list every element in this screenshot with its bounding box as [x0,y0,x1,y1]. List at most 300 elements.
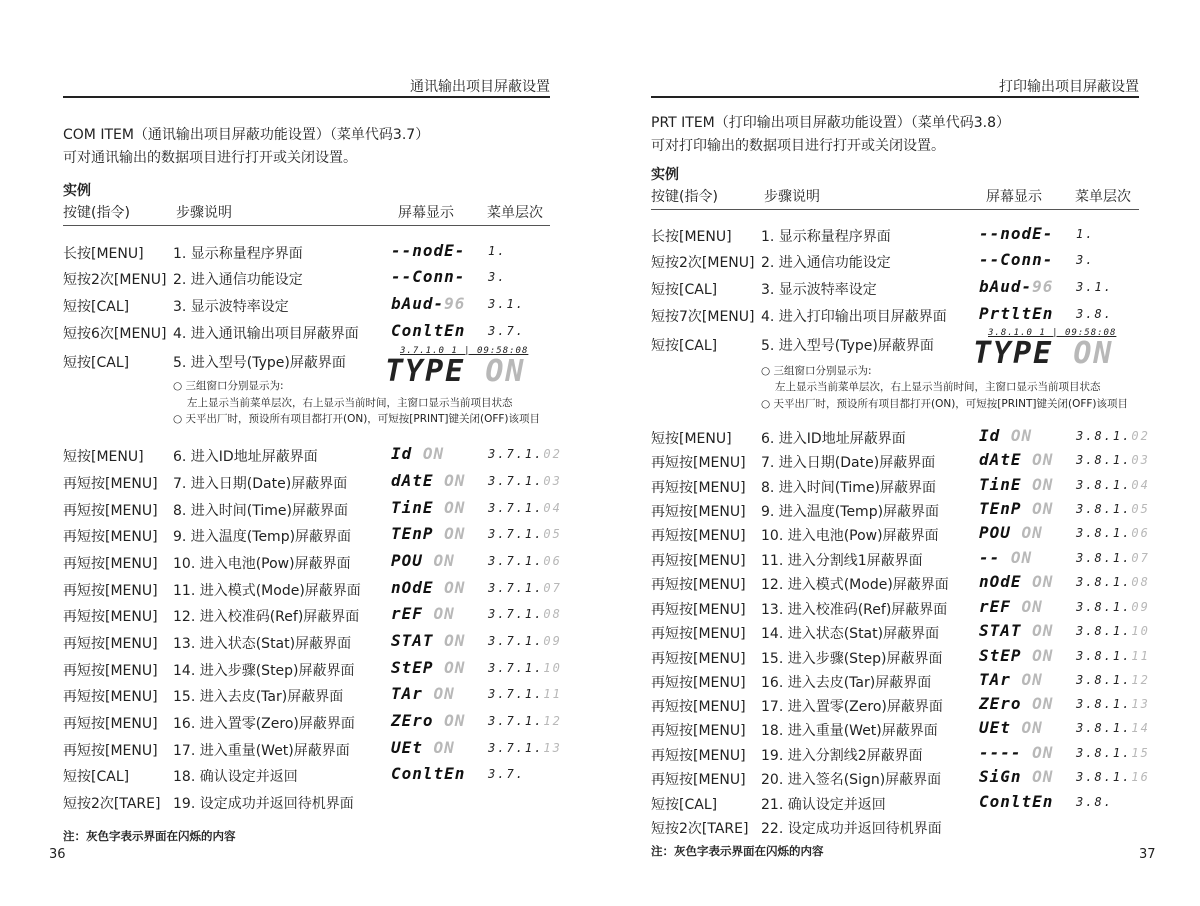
row-key: 再短按[MENU] [63,636,158,652]
row-display [979,304,1053,323]
example-label: 实例 [651,167,679,183]
row-display-blink: ON [1010,548,1033,567]
right-page [651,0,1156,906]
col-menu: 菜单层次 [1075,189,1131,205]
row-menu-level [1076,453,1150,467]
row-display-blink: ON [433,551,455,570]
row-key: 再短按[MENU] [651,504,746,520]
row-display-blink: ON [433,604,455,623]
table-row [63,498,562,522]
row-menu-main: 3.8. [1076,795,1113,809]
row-step: 8. 进入时间(Time)屏蔽界面 [173,503,348,519]
row-display-main: Id [979,426,1011,445]
table-row [63,524,562,548]
row-display [391,578,465,597]
row-menu-level [1076,526,1150,540]
row-display-main: -- [979,548,1011,567]
row-display [391,444,444,463]
section-description: 可对通讯输出的数据项目进行打开或关闭设置。 [63,150,357,166]
row-display-main: POU [979,523,1022,542]
row-step: 14. 进入步骤(Step)屏蔽界面 [173,663,355,679]
row-key: 再短按[MENU] [63,583,158,599]
footnote: 注：灰色字表示界面在闪烁的内容 [651,844,824,858]
type-display [973,328,1116,370]
row-menu-blink: 09 [543,634,562,648]
row-key: 短按2次[TARE] [63,796,161,812]
row-menu-level [1076,697,1150,711]
row-step: 5. 进入型号(Type)屏蔽界面 [173,355,346,371]
row-key: 短按[CAL] [651,797,718,813]
row-display-blink: ON [444,578,466,597]
row-menu-main: 3.8.1. [1076,721,1132,735]
row-display-blink: ON [433,684,455,703]
row-display-blink: ON [444,658,466,677]
row-menu-level [488,270,506,284]
row-key: 短按7次[MENU] [651,309,755,325]
table-row [63,551,562,575]
row-step: 7. 进入日期(Date)屏蔽界面 [761,455,936,471]
row-menu-level [1076,746,1150,760]
row-menu-blink: 08 [1131,575,1150,589]
type-display-state: ON [485,354,526,389]
row-key: 短按[CAL] [63,299,130,315]
row-display-main: --nodE- [391,241,466,260]
row-display-blink: ON [1010,426,1033,445]
row-display-blink: ON [444,524,466,543]
table-rule [63,225,550,226]
row-display-main: POU [391,551,434,570]
row-menu-blink: 14 [1131,721,1150,735]
col-menu: 菜单层次 [487,205,543,221]
section-title: COM ITEM（通讯输出项目屏蔽功能设置）（菜单代码3.7） [63,127,430,143]
row-menu-level [1076,624,1150,638]
row-key: 短按2次[TARE] [651,821,749,837]
row-key: 短按[CAL] [63,769,130,785]
section-title: PRT ITEM（打印输出项目屏蔽功能设置）（菜单代码3.8） [651,115,1011,131]
row-display-main: TinE [979,475,1033,494]
row-menu-level [1076,721,1150,735]
table-row [651,226,1139,248]
row-display-blink: ON [1032,767,1054,786]
row-menu-blink: 13 [543,741,562,755]
row-display-main: TinE [391,498,445,517]
row-step: 10. 进入电池(Pow)屏蔽界面 [761,528,939,544]
row-key: 再短按[MENU] [651,528,746,544]
row-menu-blink: 06 [1131,526,1150,540]
row-menu-blink: 07 [543,581,562,595]
row-step: 19. 进入分割线2屏蔽界面 [761,748,923,764]
row-menu-main: 3.8.1. [1076,478,1132,492]
table-row [63,243,550,265]
row-step: 5. 进入型号(Type)屏蔽界面 [761,338,934,354]
row-key: 短按[CAL] [63,355,130,371]
row-menu-level [488,634,562,648]
note-3: ○ 天平出厂时，预设所有项目都打开(ON)，可短按[PRINT]键关闭(OFF)该项目 [761,398,1129,410]
row-step: 3. 显示波特率设定 [173,299,289,315]
row-key: 再短按[MENU] [651,675,746,691]
row-step: 1. 显示称量程序界面 [761,229,891,245]
row-step: 20. 进入签名(Sign)屏蔽界面 [761,772,942,788]
row-menu-main: 3.7.1. [488,634,544,648]
section-description: 可对打印输出的数据项目进行打开或关闭设置。 [651,138,945,154]
row-step: 19. 设定成功并返回待机界面 [173,796,354,812]
note-3: ○ 天平出厂时，预设所有项目都打开(ON)，可短按[PRINT]键关闭(OFF)该项目 [173,413,541,425]
table-row [651,670,1150,694]
row-menu-blink: 03 [1131,453,1150,467]
table-row [651,548,1150,572]
col-display: 屏幕显示 [986,189,1042,205]
type-display-state: ON [1073,336,1114,371]
row-display-blink: ON [1021,523,1043,542]
row-display-main: nOdE [979,572,1033,591]
row-menu-blink: 06 [543,554,562,568]
row-menu-blink: 02 [543,447,562,461]
row-step: 18. 确认设定并返回 [173,769,298,785]
row-menu-main: 3.8.1. [1076,502,1132,516]
row-display-main: STAT [391,631,445,650]
row-display-main: ConltEn [391,764,466,783]
row-key: 短按[CAL] [651,338,718,354]
row-display-main: ConltEn [391,321,466,340]
row-menu-main: 3. [488,270,507,284]
row-step: 2. 进入通信功能设定 [761,255,891,271]
row-menu-level [1076,770,1150,784]
row-menu-main: 1. [488,244,507,258]
table-row [651,794,1139,816]
table-row [651,743,1150,767]
row-step: 17. 进入重量(Wet)屏蔽界面 [173,743,350,759]
left-page [49,0,562,906]
table-row [651,621,1150,645]
row-key: 再短按[MENU] [651,748,746,764]
row-display [391,631,465,650]
row-menu-main: 3.7.1. [488,501,544,515]
row-key: 再短按[MENU] [651,772,746,788]
row-key: 再短按[MENU] [651,577,746,593]
row-display-blink: ON [1032,475,1054,494]
page-number: 37 [1139,847,1156,862]
col-step: 步骤说明 [764,189,820,205]
row-step: 14. 进入状态(Stat)屏蔽界面 [761,626,940,642]
row-key: 再短按[MENU] [63,556,158,572]
row-display [979,250,1053,269]
table-row [63,444,562,468]
col-key: 按键(指令) [651,189,718,205]
row-menu-level [488,474,562,488]
row-menu-blink: 11 [543,687,562,701]
row-display-main: UEt [391,738,434,757]
row-display-blink: ON [444,631,466,650]
row-key: 再短按[MENU] [651,651,746,667]
row-key: 短按[MENU] [651,431,732,447]
row-menu-main: 3.8.1. [1076,697,1132,711]
row-menu-level [488,687,562,701]
row-display [979,572,1053,591]
row-display-main: --Conn- [391,267,466,286]
row-step: 2. 进入通信功能设定 [173,272,303,288]
row-menu-level [488,527,562,541]
table-row [651,767,1150,791]
footnote: 注：灰色字表示界面在闪烁的内容 [63,829,236,843]
row-display-blink: ON [444,471,466,490]
row-menu-main: 3.8.1. [1076,575,1132,589]
row-key: 再短按[MENU] [63,689,158,705]
column-headers [651,186,1139,206]
row-menu-blink: 11 [1131,649,1150,663]
row-menu-level [1076,673,1150,687]
row-display-main: --Conn- [979,250,1054,269]
row-key: 再短按[MENU] [63,529,158,545]
row-menu-main: 3.8.1. [1076,770,1132,784]
table-row [651,279,1139,301]
row-key: 短按[MENU] [63,449,144,465]
row-menu-blink: 09 [1131,600,1150,614]
type-display-status: 3.7.1.0 1 | 09:58:08 [400,346,529,356]
row-menu-blink: 15 [1131,746,1150,760]
row-display [979,224,1053,243]
table-row [651,499,1150,523]
row-display [391,684,455,703]
row-step: 7. 进入日期(Date)屏蔽界面 [173,476,348,492]
row-menu-level [488,741,562,755]
row-menu-level [488,554,562,568]
row-key: 再短按[MENU] [651,602,746,618]
row-menu-level [488,297,525,311]
row-display [979,523,1043,542]
row-display [391,738,455,757]
row-step: 9. 进入温度(Temp)屏蔽界面 [761,504,940,520]
row-display-main: SiGn [979,767,1033,786]
row-key: 再短按[MENU] [651,723,746,739]
row-menu-main: 3.7.1. [488,447,544,461]
row-display-blink: ON [444,711,466,730]
row-display-main: --nodE- [979,224,1054,243]
row-step: 11. 进入模式(Mode)屏蔽界面 [173,583,361,599]
row-menu-level [488,714,562,728]
row-menu-blink: 02 [1131,429,1150,443]
row-menu-level [488,447,562,461]
row-display-blink: 96 [444,294,466,313]
table-row [63,658,562,682]
row-display-main: StEP [979,646,1033,665]
row-step: 15. 进入步骤(Step)屏蔽界面 [761,651,943,667]
row-key: 短按2次[MENU] [63,272,167,288]
col-step: 步骤说明 [176,205,232,221]
note-1: ○ 三组窗口分别显示为: [173,380,284,392]
type-display-status: 3.8.1.0 1 | 09:58:08 [988,328,1117,338]
row-step: 10. 进入电池(Pow)屏蔽界面 [173,556,351,572]
row-step: 16. 进入置零(Zero)屏蔽界面 [173,716,355,732]
table-row [651,523,1150,547]
row-display-main: ZEro [391,711,445,730]
row-display [979,548,1032,567]
row-display-main: StEP [391,658,445,677]
row-display-main: ---- [979,743,1033,762]
note-1: ○ 三组窗口分别显示为: [761,365,872,377]
table-row [651,252,1139,274]
row-display [391,604,455,623]
row-step: 11. 进入分割线1屏蔽界面 [761,553,923,569]
table-row [63,604,562,628]
row-display-main: rEF [979,597,1022,616]
row-display [979,694,1053,713]
row-step: 1. 显示称量程序界面 [173,246,303,262]
row-key: 长按[MENU] [651,229,732,245]
type-display-main: TYPE [385,354,466,389]
row-display-main: nOdE [391,578,445,597]
row-display-blink: ON [1021,670,1043,689]
row-menu-main: 3.7.1. [488,687,544,701]
row-menu-level [1076,795,1113,809]
page-number: 36 [49,847,66,862]
row-menu-main: 3.1. [1076,280,1113,294]
row-key: 再短按[MENU] [651,699,746,715]
row-display [391,711,465,730]
table-row [651,597,1150,621]
table-row [63,471,562,495]
row-display-blink: ON [1032,743,1054,762]
row-menu-main: 3.8.1. [1076,624,1132,638]
row-menu-blink: 04 [543,501,562,515]
row-display-blink: ON [433,738,455,757]
row-display-blink: ON [1032,572,1054,591]
row-menu-level [488,244,506,258]
table-row [651,718,1150,742]
row-display-blink: ON [1032,450,1054,469]
row-menu-main: 3.7. [488,324,525,338]
row-key: 再短按[MENU] [651,480,746,496]
row-display-blink: ON [1032,621,1054,640]
running-header: 通讯输出项目屏蔽设置 [410,79,550,95]
row-menu-blink: 16 [1131,770,1150,784]
table-row [651,646,1150,670]
row-display [391,658,465,677]
table-row [63,766,550,788]
row-menu-main: 3.7. [488,767,525,781]
row-display [979,499,1053,518]
row-key: 再短按[MENU] [63,716,158,732]
row-menu-blink: 13 [1131,697,1150,711]
row-display-main: PrtltEn [979,304,1054,323]
row-menu-main: 3.7.1. [488,661,544,675]
row-menu-level [488,501,562,515]
header-rule [63,96,550,98]
row-display-blink: ON [1021,718,1043,737]
row-display-main: bAud- [391,294,445,313]
note-2: 左上显示当前菜单层次，右上显示当前时间，主窗口显示当前项目状态 [775,381,1101,393]
type-display [385,346,528,388]
row-display-main: TAr [391,684,434,703]
table-row [63,296,550,318]
header-rule [651,96,1139,98]
table-row [63,578,562,602]
table-row [63,711,562,735]
row-display-main: dAtE [391,471,445,490]
row-step: 3. 显示波特率设定 [761,282,877,298]
row-display [979,718,1043,737]
row-display-main: rEF [391,604,434,623]
row-menu-blink: 12 [1131,673,1150,687]
table-row [63,323,550,345]
type-display-main: TYPE [973,336,1054,371]
row-display-blink: ON [1032,499,1054,518]
row-display [979,646,1053,665]
table-row [651,450,1150,474]
row-menu-main: 3.8.1. [1076,526,1132,540]
row-display-main: STAT [979,621,1033,640]
row-menu-main: 1. [1076,227,1095,241]
row-menu-main: 3.8.1. [1076,551,1132,565]
row-menu-blink: 03 [543,474,562,488]
row-menu-main: 3.1. [488,297,525,311]
table-row [651,475,1150,499]
row-display-blink: ON [444,498,466,517]
row-menu-main: 3.8. [1076,307,1113,321]
table-row [63,684,562,708]
row-menu-main: 3.7.1. [488,607,544,621]
table-row [63,269,550,291]
row-display-blink: ON [1032,646,1054,665]
row-menu-main: 3.8.1. [1076,649,1132,663]
row-menu-level [488,661,562,675]
row-key: 再短按[MENU] [63,609,158,625]
row-key: 再短按[MENU] [63,663,158,679]
row-menu-main: 3.8.1. [1076,600,1132,614]
column-headers [63,202,550,222]
row-step: 4. 进入打印输出项目屏蔽界面 [761,309,947,325]
row-step: 12. 进入校准码(Ref)屏蔽界面 [173,609,360,625]
row-step: 21. 确认设定并返回 [761,797,886,813]
row-menu-main: 3.7.1. [488,554,544,568]
row-menu-level [1076,551,1150,565]
row-menu-blink: 07 [1131,551,1150,565]
row-display-main: dAtE [979,450,1033,469]
row-display [391,498,465,517]
row-display-main: ConltEn [979,792,1054,811]
row-display [979,426,1032,445]
row-menu-main: 3. [1076,253,1095,267]
row-display [391,321,465,340]
row-menu-level [488,767,525,781]
example-label: 实例 [63,183,91,199]
row-display-main: Id [391,444,423,463]
row-display-main: ZEro [979,694,1033,713]
row-menu-level [1076,502,1150,516]
row-step: 22. 设定成功并返回待机界面 [761,821,942,837]
table-row [63,631,562,655]
row-display [979,767,1053,786]
row-display-main: TAr [979,670,1022,689]
row-key: 短按2次[MENU] [651,255,755,271]
row-menu-level [1076,253,1094,267]
row-menu-main: 3.7.1. [488,474,544,488]
row-menu-blink: 05 [1131,502,1150,516]
row-key: 再短按[MENU] [651,626,746,642]
row-display-blink: ON [422,444,445,463]
row-display [979,621,1053,640]
row-menu-level [1076,575,1150,589]
row-display [979,670,1043,689]
row-key: 再短按[MENU] [651,553,746,569]
table-rule [651,209,1139,210]
row-display-main: TEnP [979,499,1033,518]
row-step: 4. 进入通讯输出项目屏蔽界面 [173,326,359,342]
note-2: 左上显示当前菜单层次，右上显示当前时间，主窗口显示当前项目状态 [187,397,513,409]
row-display-blink: ON [1032,694,1054,713]
row-menu-main: 3.7.1. [488,581,544,595]
row-menu-level [1076,227,1094,241]
row-display [979,475,1053,494]
